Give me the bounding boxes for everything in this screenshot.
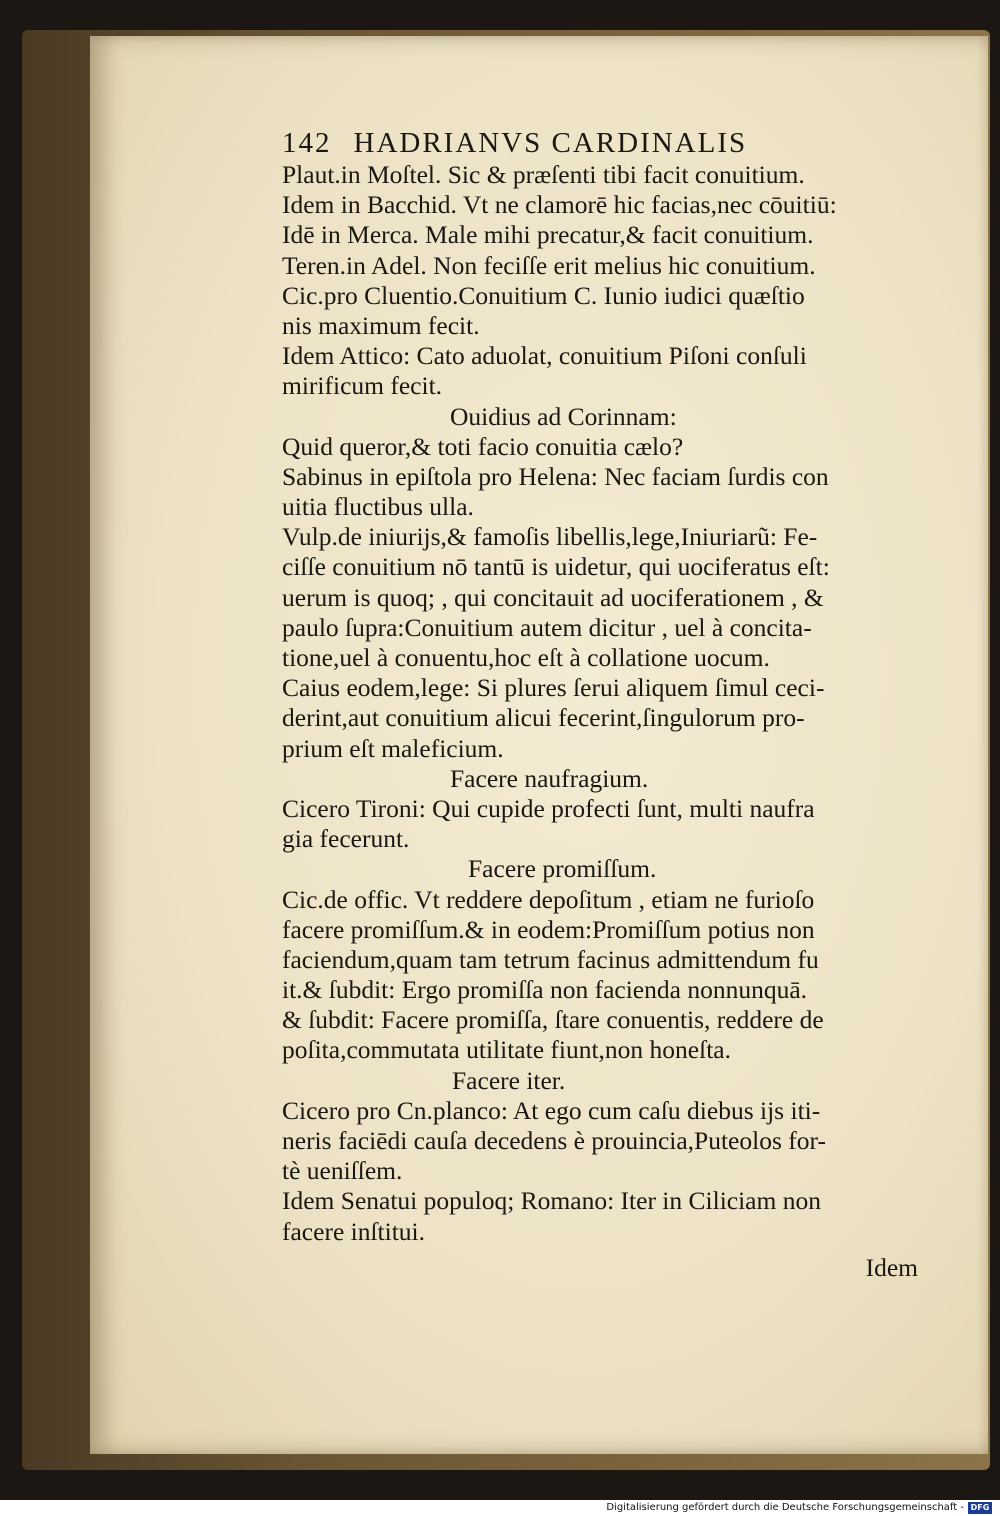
- page-number: 142: [282, 127, 332, 159]
- text-line: Idem Senatui populoq; Romano: Iter in Ciliciam non: [282, 1186, 821, 1216]
- section-heading: Facere iter.: [452, 1065, 566, 1095]
- catchword: Idem: [865, 1252, 918, 1282]
- text-line: tè ueniſſem.: [282, 1156, 403, 1186]
- text-line: Idem in Bacchid. Vt ne clamorē hic facias,nec cōuitiū:: [282, 190, 837, 220]
- running-head: [282, 126, 932, 160]
- text-line: Caius eodem,lege: Si plures ſerui aliquem ſimul ceci-: [282, 673, 825, 703]
- text-line: Cic.pro Cluentio.Conuitium C. Iunio iudici quæſtio: [282, 280, 805, 310]
- text-line: & ſubdit: Facere promiſſa, ſtare conuentis, reddere de: [282, 1005, 824, 1035]
- text-line: ciſſe conuitium nō tantū is uidetur, qui uociferatus eſt:: [282, 552, 830, 582]
- text-line: prium eſt maleficium.: [282, 733, 504, 763]
- text-line: Idem Attico: Cato aduolat, conuitium Piſoni conſuli: [282, 341, 807, 371]
- text-line: Sabinus in epiſtola pro Helena: Nec faciam ſurdis con: [282, 461, 829, 491]
- text-line: Cicero pro Cn.planco: At ego cum caſu diebus ijs iti-: [282, 1095, 821, 1125]
- text-line: uitia fluctibus ulla.: [282, 492, 474, 522]
- section-heading: Facere promiſſum.: [468, 854, 657, 884]
- text-line: uerum is quoq; , qui concitauit ad uociferationem , &: [282, 582, 824, 612]
- text-line: tione,uel à conuentu,hoc eſt à collatione uocum.: [282, 643, 770, 672]
- text-line: nis maximum fecit.: [282, 310, 480, 340]
- section-heading: Ouidius ad Corinnam:: [450, 401, 677, 431]
- text-line: Vulp.de iniurijs,& famoſis libellis,lege,Iniuriarũ: Fe-: [282, 522, 818, 552]
- text-line: facere inſtitui.: [282, 1216, 426, 1246]
- footer: [0, 1500, 1000, 1516]
- text-line: Idē in Merca. Male mihi precatur,& facit conuitium.: [282, 220, 814, 250]
- text-line: Teren.in Adel. Non feciſſe erit melius hic conuitium.: [282, 250, 816, 280]
- text-line: derint,aut conuitium alicui fecerint,ſingulorum pro-: [282, 703, 805, 733]
- footer-credit: Digitalisierung gefördert durch die Deutsche Forschungsgemeinschaft -: [606, 1502, 964, 1513]
- text-line: mirificum fecit.: [282, 371, 443, 401]
- running-title: HADRIANVS CARDINALIS: [353, 127, 748, 159]
- dfg-logo: DFG: [968, 1502, 992, 1514]
- text-line: paulo ſupra:Conuitium autem dicitur , uel à concita-: [282, 612, 812, 642]
- text-line: faciendum,quam tam tetrum facinus admittendum fu: [282, 944, 819, 974]
- text-line: neris faciēdi cauſa decedens è prouincia,Puteolos for-: [282, 1126, 826, 1155]
- page-text: [282, 126, 932, 1283]
- text-line: Quid queror,& toti facio conuitia cælo?: [282, 431, 684, 461]
- text-line: Plaut.in Moſtel. Sic & præſenti tibi facit conuitium.: [282, 160, 805, 189]
- section-heading: Facere naufragium.: [450, 763, 649, 793]
- text-line: facere promiſſum.& in eodem:Promiſſum potius non: [282, 914, 815, 944]
- text-line: it.& ſubdit: Ergo promiſſa non facienda nonnunquā.: [282, 975, 808, 1005]
- text-line: Cicero Tironi: Qui cupide profecti ſunt, multi naufra: [282, 793, 815, 823]
- text-line: Cic.de offic. Vt reddere depoſitum , etiam ne furioſo: [282, 884, 815, 914]
- text-line: gia fecerunt.: [282, 824, 410, 854]
- text-line: poſita,commutata utilitate fiunt,non honeſta.: [282, 1035, 731, 1065]
